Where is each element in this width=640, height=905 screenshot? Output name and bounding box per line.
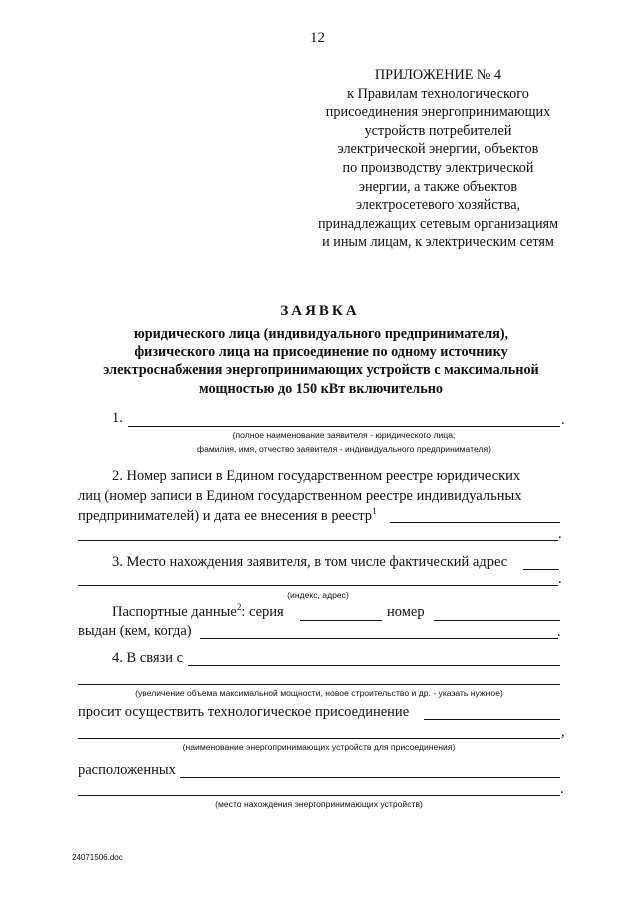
issued-by-period: . <box>557 624 561 640</box>
item2-line3-text: предпринимателей) и дата ее внесения в реестр <box>78 508 373 524</box>
item2-line3 <box>78 508 377 525</box>
passport-number-field[interactable] <box>434 620 560 621</box>
item3-line1: 3. Место нахождения заявителя, в том числе фактический адрес <box>112 554 508 570</box>
location-note: (место нахождения энергопринимающих устройств) <box>215 799 423 809</box>
file-name-footer: 24071506.doc <box>72 853 123 862</box>
appendix-line: принадлежащих сетевым организациям <box>317 215 559 232</box>
item3-period: . <box>558 571 562 587</box>
appendix-line: по производству электрической <box>342 159 534 176</box>
appendix-line: электрической энергии, объектов <box>337 141 539 158</box>
applicant-name-field[interactable] <box>128 426 560 427</box>
address-note: (индекс, адрес) <box>287 590 349 600</box>
appendix-line: устройств потребителей <box>364 122 512 139</box>
issued-by-field[interactable] <box>200 638 558 639</box>
located-period: . <box>560 781 564 797</box>
passport-label-text: Паспортные данные <box>112 604 237 620</box>
passport-series-label: : серия <box>241 604 284 620</box>
passport-number-label: номер <box>387 604 425 620</box>
appendix-line: энергии, а также объектов <box>358 178 518 195</box>
footnote-1: 1 <box>372 506 377 516</box>
item2-period: . <box>558 526 562 542</box>
appendix-line: к Правилам технологического <box>347 85 529 102</box>
reason-note: (увеличение объема максимальной мощности, новое строительство и др. - указать нужное) <box>135 688 503 698</box>
footnote-2: 2 <box>236 602 242 612</box>
registry-date-field-2[interactable] <box>78 540 558 541</box>
registry-date-field[interactable] <box>390 522 560 523</box>
subtitle-line: электроснабжения энергопринимающих устройств с максимальной <box>103 362 539 379</box>
appendix-line: электросетевого хозяйства, <box>355 197 521 214</box>
located-label: расположенных <box>78 762 176 778</box>
devices-field-2[interactable] <box>78 738 560 739</box>
item4-line1: 4. В связи с <box>112 650 184 666</box>
item1-period: . <box>561 412 565 428</box>
subtitle-line: юридического лица (индивидуального предпринимателя), <box>133 326 509 342</box>
appendix-line: ПРИЛОЖЕНИЕ № 4 <box>374 67 502 83</box>
appendix-line: и иным лицам, к электрическим сетям <box>322 234 554 251</box>
subtitle-line: мощностью до 150 кВт включительно <box>198 380 444 397</box>
address-field-2[interactable] <box>78 585 558 586</box>
applicant-name-note-2: фамилия, имя, отчество заявителя - индивидуального предпринимателя) <box>197 444 491 454</box>
appendix-line: присоединения энергопринимающих <box>325 104 551 121</box>
address-field[interactable] <box>523 569 559 570</box>
page-number: 12 <box>310 30 325 46</box>
devices-note: (наименование энергопринимающих устройств для присоединения) <box>182 742 456 752</box>
item2-line2: лиц (номер записи в Едином государственном реестре индивидуальных <box>78 488 522 504</box>
request-comma: , <box>561 724 565 740</box>
item1-number: 1. <box>112 410 123 426</box>
appendix-header <box>300 66 576 252</box>
passport-series-field[interactable] <box>300 620 382 621</box>
reason-field[interactable] <box>188 665 560 666</box>
applicant-name-note: (полное наименование заявителя - юридического лица; <box>232 430 456 440</box>
passport-label <box>112 604 284 621</box>
item2-line1: 2. Номер записи в Едином государственном реестре юридических <box>112 468 521 484</box>
document-subtitle <box>60 325 582 398</box>
request-text: просит осуществить технологическое присоединение <box>78 704 410 720</box>
location-field-2[interactable] <box>78 795 560 796</box>
subtitle-line: физического лица на присоединение по одному источнику <box>134 344 508 361</box>
reason-field-2[interactable] <box>78 684 560 685</box>
location-field[interactable] <box>180 777 560 778</box>
issued-by-label: выдан (кем, когда) <box>78 623 192 639</box>
document-title: ЗАЯВКА <box>280 303 360 319</box>
devices-field[interactable] <box>424 719 560 720</box>
